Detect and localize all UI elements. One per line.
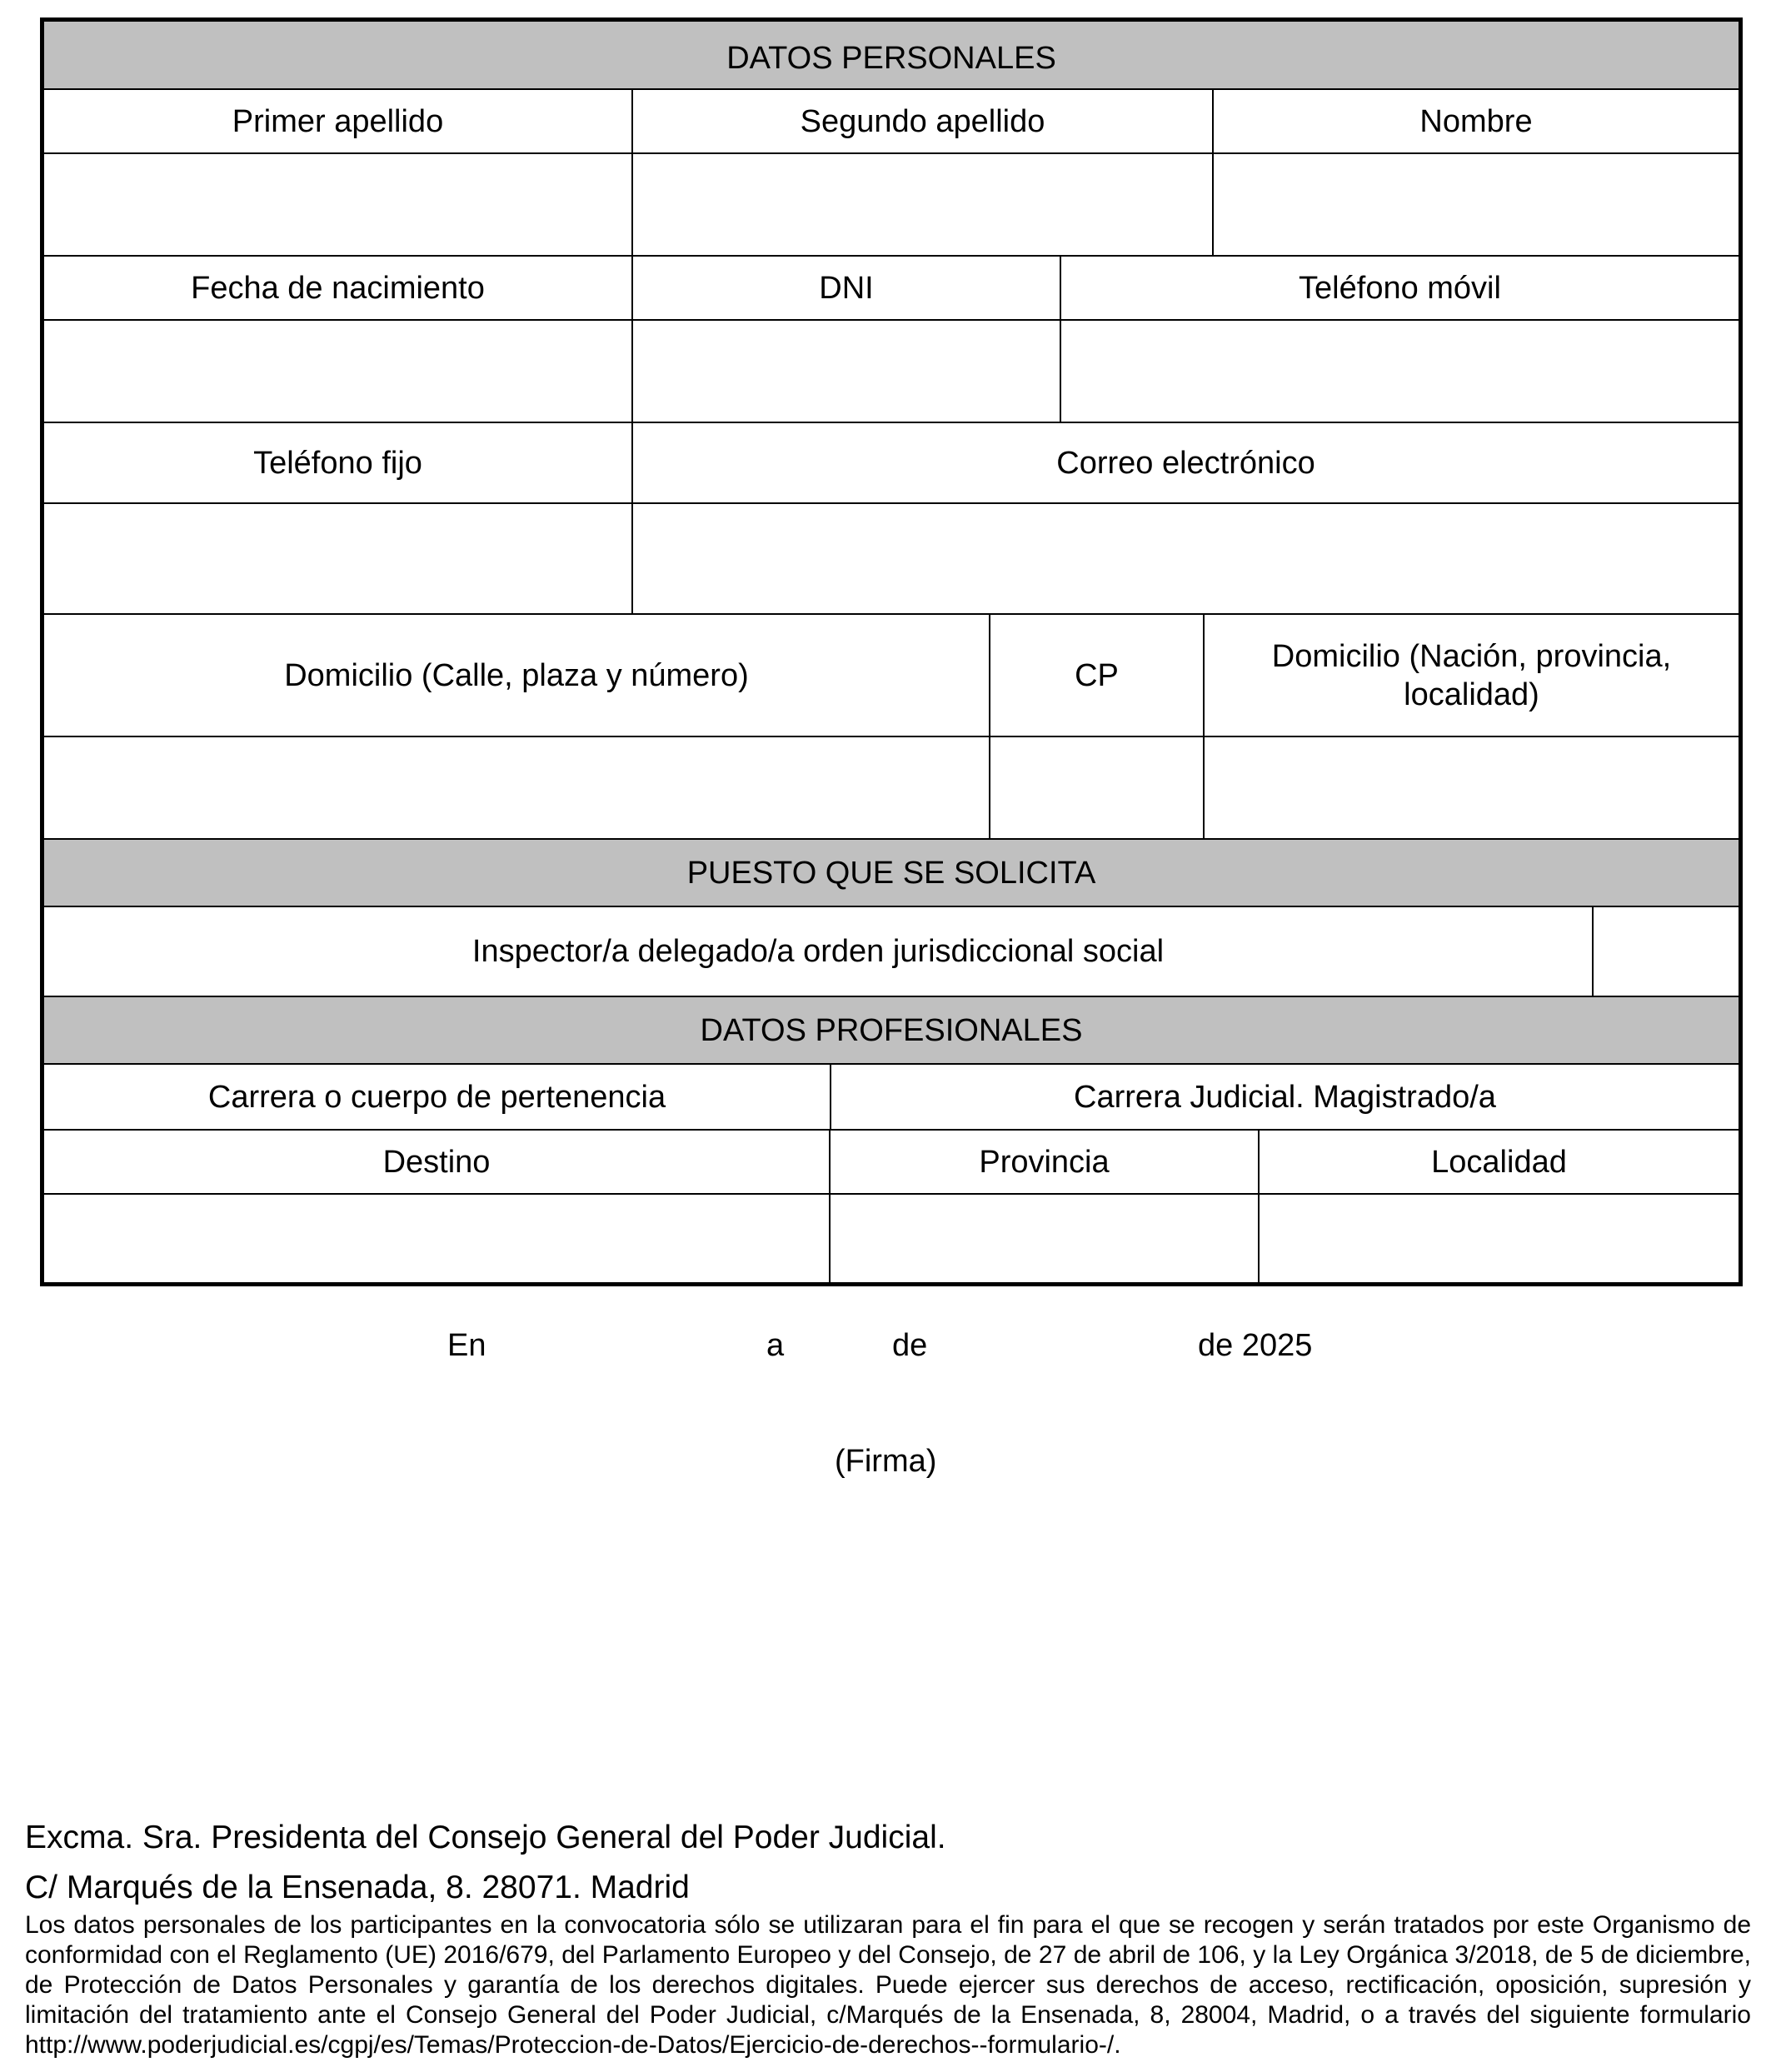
- application-form-table: [40, 17, 1743, 1286]
- position-option-checkbox[interactable]: [1594, 907, 1739, 996]
- telefono-fijo-label: Teléfono fijo: [253, 445, 422, 481]
- nombre-label: Nombre: [1419, 103, 1533, 139]
- carrera-value: Carrera Judicial. Magistrado/a: [1074, 1079, 1496, 1115]
- primer-apellido-field[interactable]: [44, 154, 631, 255]
- data-protection-notice: Los datos personales de los participantes en la convocatoria sólo se utilizaran para el fin para el que se recogen y serán tratados por este Organismo de conformidad con el Reglamento (UE) 2016/679, del Parlamento Europeo y del Consejo, de 27 de abril de 106, y la Ley Orgánica 3/2018, de 5 de diciembre, de Protección de Datos Personales y garantía de los derechos digitales. Puede ejercer sus derechos de acceso, rectificación, oposición, supresión y limitación del tratamiento ante el Consejo General del Poder Judicial, c/Marqués de la Ensenada, 8, 28004, Madrid, o a través del siguiente formulario http://www.poderjudicial.es/cgpj/es/Temas/Proteccion-de-Datos/Ejercicio-de-derechos--formulario-/.: [25, 1911, 1751, 2059]
- cp-label: CP: [1075, 657, 1119, 693]
- correo-field[interactable]: [633, 504, 1739, 613]
- date-en-label: En: [447, 1328, 486, 1363]
- localidad-label: Localidad: [1431, 1144, 1567, 1180]
- position-option-label: Inspector/a delegado/a orden jurisdiccional social: [471, 934, 1165, 969]
- date-a-label: a: [766, 1328, 785, 1363]
- professional-data-title: DATOS PROFESIONALES: [700, 1012, 1083, 1048]
- addressee: Excma. Sra. Presidenta del Consejo General del Poder Judicial.: [25, 1820, 946, 1855]
- date-year-label: de 2025: [1198, 1328, 1313, 1363]
- destino-field[interactable]: [44, 1195, 829, 1282]
- cp-field[interactable]: [990, 737, 1203, 838]
- personal-data-title: DATOS PERSONALES: [726, 41, 1056, 76]
- date-de-label: de: [892, 1328, 928, 1363]
- telefono-movil-label: Teléfono móvil: [1299, 270, 1501, 306]
- fecha-nacimiento-label: Fecha de nacimiento: [191, 270, 485, 306]
- domicilio-nacion-line-1: Domicilio (Nación, provincia,: [1271, 638, 1672, 674]
- localidad-field[interactable]: [1260, 1195, 1739, 1282]
- signature-label: (Firma): [835, 1444, 937, 1479]
- segundo-apellido-field[interactable]: [633, 154, 1212, 255]
- carrera-label: Carrera o cuerpo de pertenencia: [207, 1079, 666, 1115]
- destino-label: Destino: [382, 1144, 491, 1180]
- correo-label: Correo electrónico: [1056, 445, 1315, 481]
- position-title: PUESTO QUE SE SOLICITA: [686, 855, 1096, 891]
- nombre-field[interactable]: [1214, 154, 1739, 255]
- provincia-label: Provincia: [979, 1144, 1110, 1180]
- dni-field[interactable]: [633, 321, 1060, 422]
- dni-label: DNI: [819, 270, 874, 306]
- segundo-apellido-label: Segundo apellido: [800, 103, 1045, 139]
- telefono-fijo-field[interactable]: [44, 504, 631, 613]
- domicilio-nacion-field[interactable]: [1205, 737, 1739, 838]
- provincia-field[interactable]: [831, 1195, 1258, 1282]
- domicilio-nacion-label: [1205, 615, 1739, 736]
- domicilio-calle-field[interactable]: [44, 737, 989, 838]
- domicilio-nacion-line-2: localidad): [1404, 677, 1539, 712]
- telefono-movil-field[interactable]: [1061, 321, 1739, 422]
- domicilio-calle-label: Domicilio (Calle, plaza y número): [284, 657, 749, 693]
- fecha-nacimiento-field[interactable]: [44, 321, 631, 422]
- address: C/ Marqués de la Ensenada, 8. 28071. Madrid: [25, 1870, 690, 1905]
- primer-apellido-label: Primer apellido: [232, 103, 444, 139]
